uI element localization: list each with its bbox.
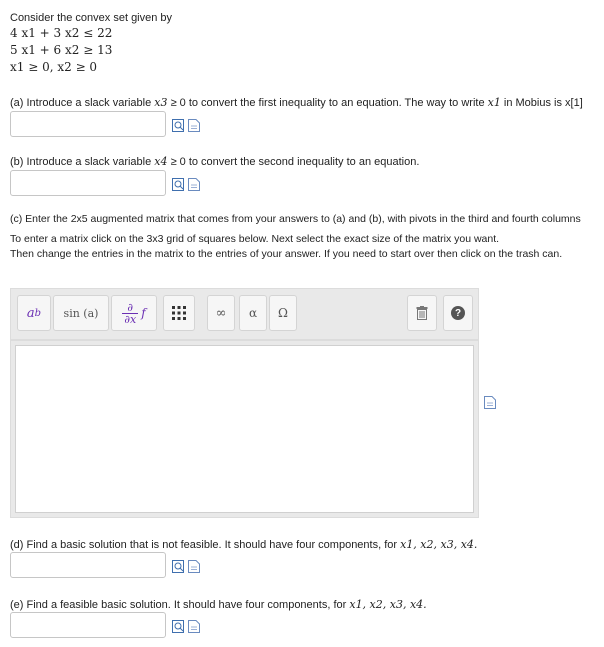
part-c-question: (c) Enter the 2x5 augmented matrix that comes from your answers to (a) and (b), with pivots in the third and fourth columns	[10, 213, 581, 225]
constraint-1: 4 x1 + 3 x2 ≤ 22	[10, 26, 113, 40]
part-d-question: (d) Find a basic solution that is not feasible. It should have four components, for x1, x2, x3, x4.	[10, 538, 478, 551]
preview-icon[interactable]	[172, 119, 184, 132]
matrix-editor	[10, 340, 479, 518]
part-e-question: (e) Find a feasible basic solution. It should have four components, for x1, x2, x3, x4.	[10, 598, 427, 611]
constraint-2: 5 x1 + 6 x2 ≥ 13	[10, 43, 113, 57]
derivative-button[interactable]: ∂ ∂x f	[111, 295, 157, 331]
matrix-grid-icon	[171, 305, 187, 321]
math-editor-toolbar	[10, 288, 479, 340]
part-a-answer-input[interactable]	[10, 111, 166, 137]
part-e-answer-input[interactable]	[10, 612, 166, 638]
intro-text: Consider the convex set given by	[10, 12, 173, 24]
part-c-instruction-2: Then change the entries in the matrix to the entries of your answer. If you need to start over then click on the trash can.	[10, 248, 563, 260]
superscript-button[interactable]: a b	[17, 295, 51, 331]
function-button[interactable]: sin (a)	[53, 295, 109, 331]
help-icon: ?	[451, 306, 465, 320]
part-a-question: (a) Introduce a slack variable x3 ≥ 0 to convert the first inequality to an equation. The way to write x1 in Mobius is x[1]	[10, 96, 583, 109]
help-button[interactable]	[443, 295, 473, 331]
trash-button[interactable]	[407, 295, 437, 331]
matrix-editor-input-area[interactable]	[15, 345, 474, 513]
preview-icon[interactable]	[172, 560, 184, 573]
part-b-answer-input[interactable]	[10, 170, 166, 196]
trash-icon	[416, 306, 428, 320]
document-icon[interactable]	[484, 396, 496, 409]
document-icon[interactable]	[188, 620, 200, 633]
preview-icon[interactable]	[172, 620, 184, 633]
document-icon[interactable]	[188, 560, 200, 573]
part-d-answer-input[interactable]	[10, 552, 166, 578]
matrix-grid-button[interactable]	[163, 295, 195, 331]
part-c-instruction-1: To enter a matrix click on the 3x3 grid of squares below. Next select the exact size of the matrix you want.	[10, 233, 500, 245]
preview-icon[interactable]	[172, 178, 184, 191]
part-b-question: (b) Introduce a slack variable x4 ≥ 0 to convert the second inequality to an equation.	[10, 155, 420, 168]
infinity-button[interactable]: ∞	[207, 295, 235, 331]
greek-alpha-button[interactable]: α	[239, 295, 267, 331]
document-icon[interactable]	[188, 178, 200, 191]
omega-symbols-button[interactable]: Ω	[269, 295, 297, 331]
document-icon[interactable]	[188, 119, 200, 132]
constraint-3: x1 ≥ 0, x2 ≥ 0	[10, 60, 98, 74]
